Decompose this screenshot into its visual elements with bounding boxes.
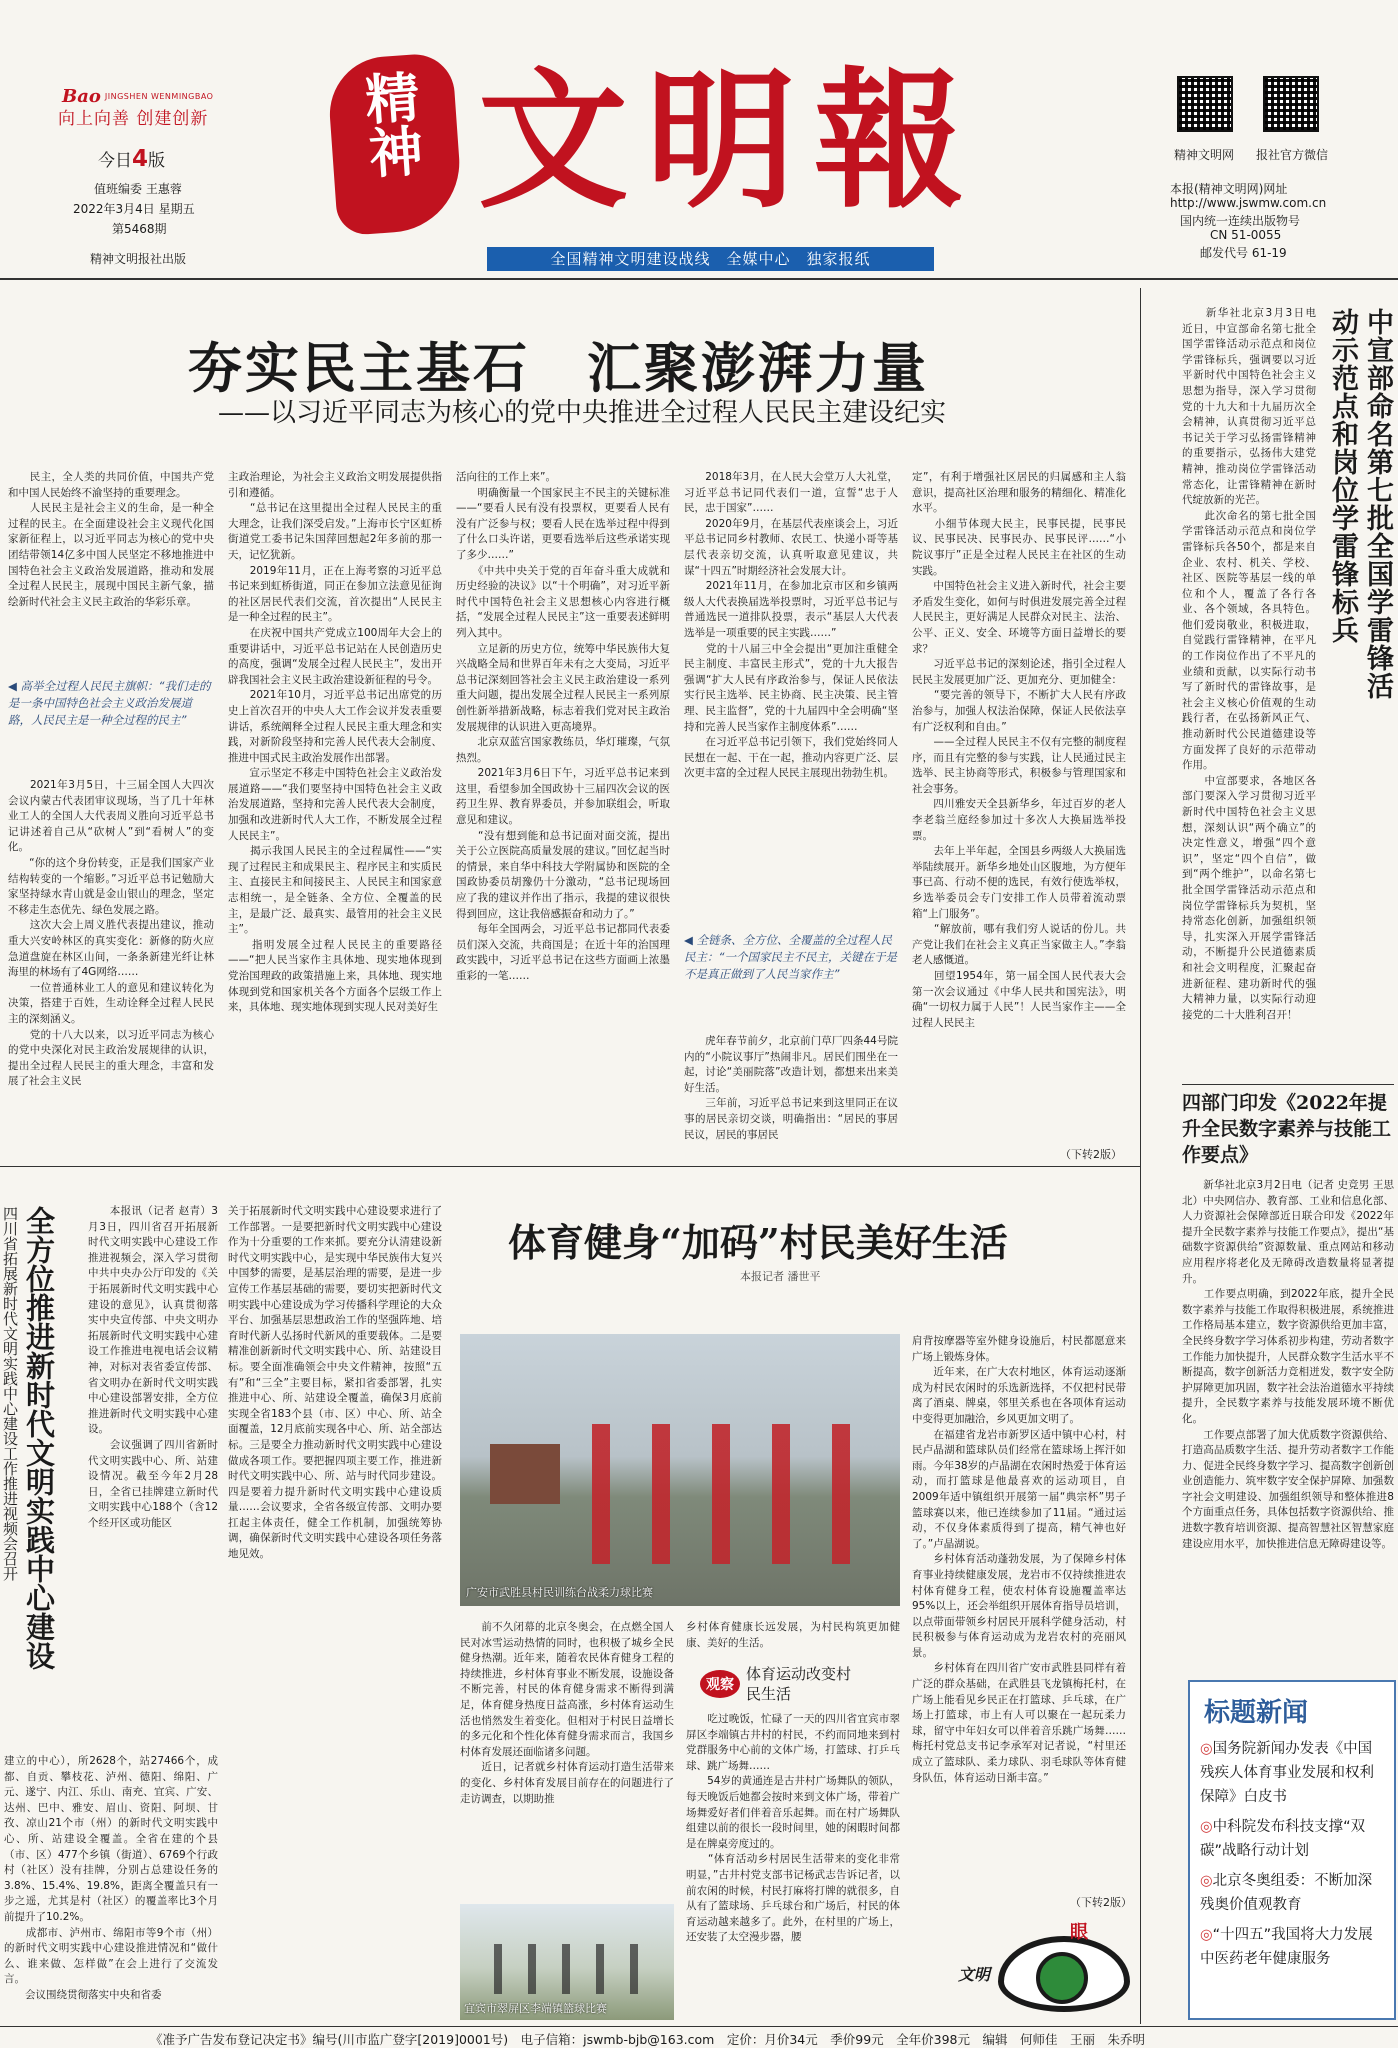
lead-col-1: 民主，全人类的共同价值，中国共产党和中国人民始终不渝坚持的重要理念。 人民民主是社会主义的生命，是一种全过程的民主。在全面建设社会主义现代化国家新征程上，以习近平同志为核心的党中央团结带领14亿多中国人民坚定不移地推进中国特色社会主义政治发展道路，推动和发展全过程人民民主，展现中国民主新气象，描绘新时代社会主义民主政治的华彩乐章。	[8, 471, 214, 608]
photo2-players	[480, 1944, 650, 1994]
qr-code-wechat	[1263, 76, 1319, 132]
news-item[interactable]: ◎国务院新闻办发表《中国残疾人体育事业发展和权利保障》白皮书	[1200, 1741, 1374, 1805]
logo-bao-icon: Bao	[62, 86, 101, 107]
lead-col-5: 定”，有利于增强社区居民的归属感和主人翁意识，提高社区治理和服务的精细化、精准化水平。 小细节体现大民主，民事民提，民事民议、民事民决、民事民办、民事民评……“小院议事厅”正是全过程人民民主在社区的生动实践。 中国特色社会主义进入新时代，社会主要矛盾发生变化，如何与时俱进发展完善全过程人民民主，更好满足人民群众对民主、法治、公平、正义、安全、环境等方面日益增长的要求？ 习近平总书记的深刻论述，指引全过程人民民主发展更加广泛、更加充分、更加健全： “要完善的领导下，不断扩大人民有序政治参与，加强人权法治保障，保证人民依法享有广泛权利和自由。” ——全过程人民民主不仅有完整的制度程序，而且有完整的参与实践，让人民通过民主选举、民主协商等形式，积极参与管理国家和社会事务。 四川雅安天全县新华乡，年过百岁的老人李老翁兰庭经参加过十多次人大换届选举投票。 去年上半年起，全国县乡两级人大换届选举陆续展开。新华乡地处山区腹地，为方便年事已高、行动不便的选民，有效行使选举权，乡选举委员会专门安排工作人员带着流动票箱“上门服务”。 “解放前，哪有我们穷人说话的份儿。共产党让我们在社会主义真正当家做主人。”李翁老人感慨道。 回望1954年，第一届全国人民代表大会第一次会议通过《中华人民共和国宪法》，明确“一切权力属于人民”！人民当家作主——全过程人民民主	[912, 471, 1126, 1029]
right-mid-rule	[1182, 1084, 1394, 1085]
lead-turn-page: （下转2版）	[1060, 1148, 1122, 1161]
right-mid-headline: 四部门印发《2022年提升全民数字素养与技能工作要点》	[1182, 1092, 1392, 1166]
qr1-label: 精神文明网	[1174, 148, 1235, 162]
qr-code-website	[1177, 76, 1233, 132]
bullet-circle-icon: ◎	[1200, 1873, 1213, 1889]
right-top-body: 新华社北京3月3日电 近日，中宣部命名第七批全国学雷锋活动示范点和岗位学雷锋标兵，强调要以习近平新时代中国特色社会主义思想为指导，深入学习贯彻党的十九大和十九届历次全会精神，认真贯彻习近平总书记关于学习弘扬雷锋精神的重要指示，弘扬伟大建党精神，推动岗位学雷锋活动常态化，让雷锋精神在新时代绽放新的光芒。 此次命名的第七批全国学雷锋活动示范点和岗位学雷锋标兵各50个，都是来自企业、农村、机关、学校、社区、医院等基层一线的单位和个人，覆盖了各行各业、各个领域，各具特色。他们爱岗敬业，积极进取，自觉践行雷锋精神，在平凡的工作岗位作出了不平凡的业绩和贡献，以实际行动书写了新时代的雷锋故事，是社会主义核心价值观的生动践行者，在弘扬新风正气、推动新时代公民道德建设等方面发挥了良好的示范带动作用。 中宣部要求，各地区各部门要深入学习贯彻习近平新时代中国特色社会主义思想，深刻认识“两个确立”的决定性意义，增强“四个意识”，坚定“四个自信”，做到“两个维护”，以命名第七批全国学雷锋活动示范点和岗位学雷锋标兵为契机，坚持常态化创新，加强组织领导，扎实深入开展学雷锋活动，不断提升公民道德素质和社会文明程度，汇聚起奋进新征程、建功新时代的强大精神力量，以实际行动迎接党的二十大胜利召开！	[1182, 307, 1316, 1021]
lead-bottom-rule	[0, 1166, 1140, 1167]
feature-col-2: 乡村体育健康长远发展，为村民构筑更加健康、美好的生活。	[686, 1621, 900, 1649]
cn-number: CN 51-0055	[1210, 228, 1282, 242]
lead-col-3: 活向往的工作上来”。 明确衡量一个国家民主不民主的关键标准——“要看人民有没有投票权，更要看人民有没有广泛参与权；要看人民在选举过程中得到了什么口头许诺，更要看选举后这些承诺实现了多少……” 《中共中央关于党的百年奋斗重大成就和历史经验的决议》以“十个明确”，对习近平新时代中国特色社会主义思想核心内容进行概括，“发展全过程人民民主”这一重要表述鲜明列入其中。 立足新的历史方位，统筹中华民族伟大复兴战略全局和世界百年未有之大变局，习近平总书记深刻回答社会主义民主政治建设一系列重大问题，提出发展全过程人民民主一系列原创性新举措新战略，标志着我们党对民主政治发展规律的认识进入更高境界。 北京双蓝宫国家教练员，华灯璀璨，气氛热烈。 2021年3月6日下午，习近平总书记来到这里，看望参加全国政协十三届四次会议的医药卫生界、教育界委员，并参加联组会，听取意见和建议。 “没有想到能和总书记面对面交流，提出关于公立医院高质量发展的建议。”回忆起当时的情景，来自华中科技大学附属协和医院的全国政协委员胡豫仍十分激动，“总书记现场回应了我的建议并作出了指示，我提的建议很快得到回应，这让我倍感振奋和动力了。” 每年全国两会，习近平总书记都同代表委员们深入交流，共商国是；在近十年的治国理政实践中，习近平总书记在这些方面画上浓墨重彩的一笔……	[456, 471, 670, 982]
observe-tag	[700, 1664, 856, 1704]
quote-arrow-icon: ◀	[684, 933, 697, 947]
bullet-circle-icon: ◎	[1200, 1741, 1213, 1757]
lead-quote-1: ◀ 高举全过程人民民主旗帜：“我们走的是一条中国特色社会主义政治发展道路，人民民主是一种全过程的民主”	[8, 679, 211, 727]
news-item[interactable]: ◎“十四五”我国将大力发展中医药老年健康服务	[1200, 1927, 1373, 1967]
bullet-circle-icon: ◎	[1200, 1927, 1213, 1943]
observe-title: 体育运动改变村民生活	[746, 1665, 852, 1703]
news-item[interactable]: ◎中科院发布科技支撑“双碳”战略行动计划	[1200, 1819, 1366, 1859]
feature-photo-2	[460, 1904, 674, 2020]
lead-col-2: 主政治理论，为社会主义政治文明发展提供指引和遵循。 “总书记在这里提出全过程人民民主的重大理念，让我们深受启发。”上海市长宁区虹桥街道党工委书记朱国萍回想起2年多前的那一天，记忆犹新。 2019年11月，正在上海考察的习近平总书记来到虹桥街道，同正在参加立法意见征询的社区居民代表们交流，首次提出“人民民主是一种全过程的民主”。 在庆祝中国共产党成立100周年大会上的重要讲话中，习近平总书记站在人民创造历史的高度，强调“发展全过程人民民主”，发出开辟我国社会主义民主政治建设新征程的号令。 2021年10月，习近平总书记出席党的历史上首次召开的中央人大工作会议并发表重要讲话，系统阐释全过程人民民主重大理念和实践，对新阶段坚持和完善人民代表大会制度、推进中国式民主政治发展作出部署。 宣示坚定不移走中国特色社会主义政治发展道路——“我们要坚持中国特色社会主义政治发展道路，坚持和完善人民代表大会制度，加强和改进新时代人大工作，不断发展全过程人民民主”。 揭示我国人民民主的全过程属性——“实现了过程民主和成果民主、程序民主和实质民主、直接民主和间接民主、人民民主和国家意志相统一，是全链条、全方位、全覆盖的民主，是最广泛、最真实、最管用的社会主义民主”。 指明发展全过程人民民主的重要路径——“把人民当家作主具体地、现实地体现到党治国理政的政策措施上来，具体地、现实地体现到党和国家机关各个方面各个层级工作上来，具体地、现实地体现到实现人民对美好生	[228, 471, 442, 1014]
right-column-rule	[1140, 288, 1141, 2024]
right-mid-body: 新华社北京3月2日电（记者 史竞男 王思北）中央网信办、教育部、工业和信息化部、人力资源社会保障部近日联合印发《2022年提升全民数字素养与技能工作要点》，提出“基础数字资源供给”资源数量、重点网站和移动应用程序将老化及无障碍改造数量将显著提升。 工作要点明确，到2022年底，提升全民数字素养与技能工作取得积极进展，系统推进工作格局基本建立，数字资源供给更加丰富，全民终身数字学习体系初步构建，劳动者数字工作能力加快提升，人民群众数字生活水平不断提高，数字创新活力竞相迸发，数字安全防护屏障更加巩固，数字社会法治道德水平持续提升，全民数字素养与技能发展环境不断优化。 工作要点部署了加大优质数字资源供给、打造高品质数字生活、提升劳动者数字工作能力、促进全民终身数字学习、提高数字创新创业创造能力、筑牢数字安全保护屏障、加强数字社会文明建设、加强组织领导和整体推进8个方面重点任务，具体包括数字资源供给、推进数字教育培训资源、提高智慧社区智慧家庭建设应用水平，加快推进信息无障碍建设等。	[1182, 1179, 1394, 1550]
feature-col-1: 前不久闭幕的北京冬奥会，在点燃全国人民对冰雪运动热情的同时，也积极了城乡全民健身热潮。近年来，随着农民体育健身工程的持续推进，乡村体育事业不断发展，设施设备不断完善，村民的体育健身需求不断得到满足，体育健身热度日益高涨，乡村体育运动生活也悄然发生着变化。但相对于村民日益增长的多元化和个性化体育健身需求而言，我国乡村体育发展还面临诸多问题。 近日，记者就乡村体育运动打造生活带来的变化、乡村体育发展目前存在的问题进行了走访调查，以期助推	[460, 1621, 674, 1805]
news-item[interactable]: ◎北京冬奥组委：不断加深残奥价值观教育	[1200, 1873, 1373, 1913]
lead-col-4: 2018年3月，在人民大会堂万人大礼堂，习近平总书记同代表们一道，宣誓“忠于人民，忠于国家”…… 2020年9月，在基层代表座谈会上，习近平总书记同乡村教师、农民工、快递小哥等基层代表亲切交流，认真听取意见建议，共谋“十四五”时期经济社会发展大计。 2021年11月，在参加北京市区和乡镇两级人大代表换届选举投票时，习近平总书记与普通选民一道排队投票，表示“基层人大代表选举是一项重要的民主实践……” 党的十八届三中全会提出“更加注重健全民主制度、丰富民主形式”，党的十九大报告强调“扩大人民有序政治参与，保证人民依法实行民主选举、民主协商、民主决策、民主管理、民主监督”，党的十九届四中全会明确“坚持和完善人民当家作主制度体系”…… 在习近平总书记引领下，我们党始终同人民想在一起、干在一起，推动内容更广泛、层次更丰富的全过程人民民主展现出勃勃生机。	[684, 471, 898, 780]
feature-turn-page: （下转2版）	[1070, 1896, 1132, 1909]
masthead	[0, 0, 1398, 270]
masthead-title: 文明報	[478, 53, 983, 229]
publisher: 精神文明报社出版	[90, 252, 187, 266]
issue-number: 第5468期	[112, 222, 167, 236]
feature-photo-1	[460, 1334, 900, 1606]
feature-right-col: 肩背按摩器等室外健身设施后，村民都愿意来广场上锻炼身体。 近年来，在广大农村地区，体育运动逐渐成为村民农闲时的乐选新选择，不仅把村民带离了酒桌、牌桌，邻里关系也在各项体育运动中变得更加融洽，乡风更加文明了。 在福建省龙岩市新罗区适中镇中心村，村民卢晶湖和篮球队员们经常在篮球场上挥汗如雨。今年38岁的卢晶湖在农闲时热爱于体育运动，而打篮球是他最喜欢的运动项目，自2009年适中镇组织开展第一届“典宗杯”男子篮球赛以来，他已连续参加了11届。“通过运动，不仅身体素质得到了提高，精气神也好了。”卢晶湖说。 乡村体育活动蓬勃发展，为了保障乡村体育事业持续健康发展，龙岩市不仅持续推进农村体育健身工程，使农村体育设施覆盖率达95%以上，还会举组织开展体育指导员培训，以点带面带领乡村居民开展科学健身活动，村民积极参与体育运动成为龙岩农村的亮丽风景。 乡村体育在四川省广安市武胜县同样有着广泛的群众基础，在武胜县飞龙镇梅托村，在广场上能看见乡民正在打篮球、乒乓球，在广场上打篮球，市上有人可以聚在一起玩柔力球，留守中年妇女可以伴着音乐跳广场舞……梅托村党总支书记李承军对记者说，“村里还成立了篮球队、柔力球队、羽毛球队等体育健身队伍，体育运动日渐丰富。”	[912, 1335, 1126, 1784]
right-top-headline: 中宣部命名第七批全国学雷锋活动示范点和岗位学雷锋标兵	[1327, 308, 1393, 700]
cn-label: 国内统一连续出版物号	[1180, 214, 1301, 228]
sichuan-subhead: 四川省拓展新时代文明实践中心建设工作推进视频会召开	[1, 1206, 19, 1581]
feature-col-2b: 吃过晚饭，忙碌了一天的四川省宜宾市翠屏区李端镇古井村的村民，不约而同地来到村党群服务中心前的文体广场，打篮球、打乒乓球、跳广场舞…… 54岁的黄通连是古井村广场舞队的领队，每天晚饭后她都会按时来到文体广场，带着广场舞爱好者们伴着音乐起舞。而在村广场舞队组建以前的很长一段时间里，她的闲暇时间都是在牌桌旁度过的。 “体育活动乡村居民生活带来的变化非常明显，”古井村党支部书记杨武志告诉记者，以前农闲的时候，村民打麻将打牌的就很多，自从有了篮球场、乒乓球台和广场后，村民的体育运动越来越多了。此外，在村里的广场上，还安装了太空漫步器，腰	[686, 1713, 900, 1944]
edition-count: 4	[132, 146, 149, 172]
photo2-caption: 宜宾市翠屏区李端镇篮球比赛	[464, 2002, 607, 2015]
feature-headline: 体育健身“加码”村民美好生活	[508, 1220, 1008, 1265]
logo-pinyin: JINGSHEN WENMINGBAO	[104, 92, 214, 101]
duty-editor: 值班编委 王惠蓉	[94, 182, 182, 196]
slogan: 向上向善 创建创新	[58, 109, 209, 129]
masthead-rule	[0, 278, 1398, 280]
eye-text-1: 文明	[958, 1965, 991, 1984]
sichuan-headline: 全方位推进新时代文明实践中心建设	[22, 1206, 56, 1670]
photo1-dancers	[570, 1424, 870, 1564]
photo1-sign	[490, 1444, 560, 1504]
tagline-bar: 全国精神文明建设战线 全媒中心 独家报纸	[487, 247, 934, 271]
postal-code: 邮发代号 61-19	[1200, 246, 1287, 260]
observe-badge: 观察	[700, 1670, 740, 1698]
sichuan-col-1: 本报讯（记者 赵青）3月3日，四川省召开拓展新时代文明实践中心建设工作推进视频会，深入学习贯彻中共中央办公厅印发的《关于拓展新时代文明实践中心建设的意见》，认真贯彻落实中央宣传部、中央文明办拓展新时代文明实践中心建设工作推进电视电话会议精神，对标对表省委宣传部、省文明办在新时代文明实践中心建设部署安排，全方位推进新时代文明实践中心建设。 会议强调了四川省新时代文明实践中心、所、站建设情况。截至今年2月28日，全省已挂牌建立新时代文明实践中心188个（含12个经开区或功能区	[88, 1205, 218, 1529]
headline-news-box	[1188, 1680, 1396, 2020]
photo1-caption: 广安市武胜县村民训练台战柔力球比赛	[466, 1586, 653, 1599]
civilization-eye-logo	[958, 1918, 1128, 2018]
title-seal-text: 精神	[354, 68, 427, 181]
footer-info: 《准予广告发布登记决定书》编号(川市监广登字[2019]0001号) 电子信箱：jswmb-bjb@163.com 定价：月价34元 季价99元 全年价398元 编辑 何师佳 王丽 朱乔明	[150, 2032, 1146, 2047]
title-seal	[326, 52, 464, 236]
issue-date: 2022年3月4日 星期五	[73, 202, 195, 216]
eye-text-2: 眼	[1070, 1922, 1088, 1943]
lead-subhead: ——以习近平同志为核心的党中央推进全过程人民民主建设纪实	[218, 398, 947, 428]
qr2-label: 报社官方微信	[1256, 148, 1329, 162]
sichuan-col-1b: 建立的中心），所2628个，站27466个，成都、自贡、攀枝花、泸州、德阳、绵阳、广元、遂宁、内江、乐山、南充、宜宾、广安、达州、巴中、雅安、眉山、资阳、阿坝、甘孜、凉山21个市（州）的新时代文明实践中心、所、站建设全覆盖。全省在建的个县（市、区）477个乡镇（街道）、6769个行政村（社区）没有挂牌，分别占总建设任务的3.8%、15.4%、19.8%，距离全覆盖只有一步之遥，尤其是村（社区）的覆盖率比3个月前提升了10.2%。 成都市、泸州市、绵阳市等9个市（州）的新时代文明实践中心建设推进情况和“做什么、谁来做、怎样做”在会上进行了交流发言。 会议围绕贯彻落实中央和省委	[4, 1755, 218, 2001]
site-url[interactable]: http://www.jswmw.com.cn	[1170, 196, 1327, 210]
headline-news-title: 标题新闻	[1204, 1698, 1309, 1728]
lead-col-4b: 虎年春节前夕，北京前门草厂四条44号院内的“小院议事厅”热闹非凡。居民们围坐在一起，讨论“美丽院落”改造计划，都想来出来美好生活。 三年前，习近平总书记来到这里同正在议事的居民亲切交谈，明确指出：“居民的事居民议，居民的事居民	[684, 1035, 898, 1141]
right-top-body-cont	[1182, 720, 1392, 1090]
footer-rule	[0, 2026, 1398, 2027]
eye-pupil-icon	[1036, 1952, 1088, 2004]
today-edition: 今日4版	[98, 146, 166, 172]
lead-col-1b: 2021年3月5日，十三届全国人大四次会议内蒙古代表团审议现场，当了几十年林业工人的全国人大代表周义胜向习近平总书记讲述着自己从“砍树人”到“看树人”的变化。 “你的这个身份转变，正是我们国家产业结构转变的一个缩影。”习近平总书记勉励大家坚持绿水青山就是金山银山的理念，坚定不移走生态优先、绿色发展之路。 这次大会上周义胜代表提出建议，推动重大兴安岭林区的真实变化：新修的防火应急道盘旋在林区山间，一条条新建光纤让林海里的林场有了4G网络…… 一位普通林业工人的意见和建议转化为决策，搭建于百姓，生动诠释全过程人民民主的深刻涵义。 党的十八大以来，以习近平同志为核心的党中央深化对民主政治发展规律的认识，提出全过程人民民主的重大理念，丰富和发展了社会主义民	[8, 779, 214, 1088]
lead-headline: 夯实民主基石 汇聚澎湃力量	[188, 336, 929, 400]
lead-quote-4: ◀ 全链条、全方位、全覆盖的全过程人民民主：“一个国家民主不民主，关键在于是不是真正做到了人民当家作主”	[684, 933, 897, 981]
bullet-circle-icon: ◎	[1200, 1819, 1213, 1835]
sichuan-col-2: 关于拓展新时代文明实践中心建设要求进行了工作部署。一是要把新时代文明实践中心建设作为十分重要的工作来抓。要充分认清建设新时代文明实践中心，是实现中华民族伟大复兴中国梦的需要，是基层治理的需要，是进一步宣传工作基层基础的需要，要切实把新时代文明实践中心建设成为学习传播科学理论的大众平台、加强基层思想政治工作的坚强阵地、培育时代新人弘扬时代新风的重要载体。二是要精准创新新时代文明实践中心、所、站建设目标。要全面准确领会中央文件精神，按照“五有”和“三全”主要目标，紧扣省委部署，扎实推进中心、所、站建设全覆盖，确保3月底前实现全省183个县（市、区）中心、所、站全面覆盖，12月底前实现各中心、所、站全部达标。三是要全力推动新时代文明实践中心建设做成各项工作。要把握四项主要工作，推进新时代文明实践中心、所、站与时代同步建设。四是要着力提升新时代文明实践中心建设质量……会议要求，全省各级宣传部、文明办要扛起主体责任，健全工作机制，加强统筹协调，确保新时代文明实践中心建设各项任务落地见效。	[228, 1205, 442, 1561]
site-label: 本报(精神文明网)网址	[1170, 182, 1288, 196]
headline-news-list	[1190, 1729, 1394, 1971]
quote-arrow-icon: ◀	[8, 679, 21, 693]
feature-byline: 本报记者 潘世平	[740, 1270, 821, 1283]
